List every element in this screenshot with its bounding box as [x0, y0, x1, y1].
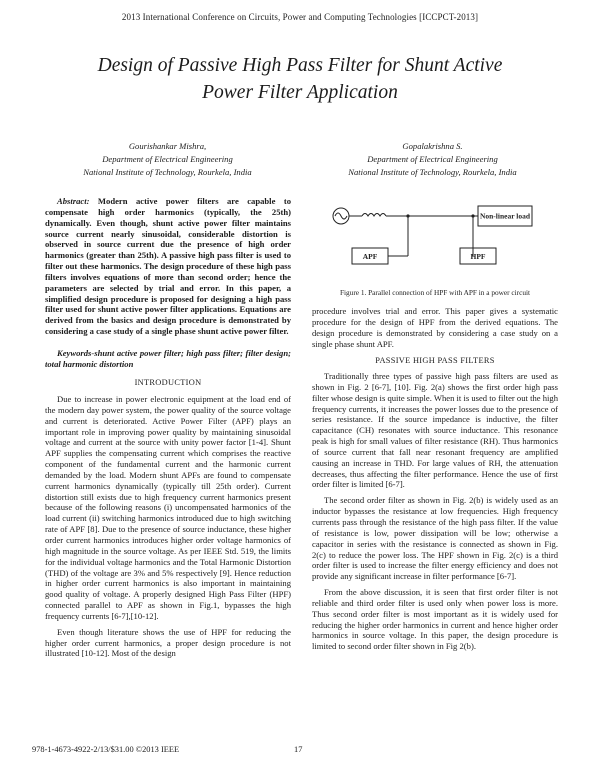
page-number: 17	[294, 745, 303, 754]
nonlinear-load-label: Non-linear load	[479, 211, 531, 221]
section-heading-introduction: INTRODUCTION	[134, 378, 202, 387]
footer-isbn: 978-1-4673-4922-2/13/$31.00 ©2013 IEEE	[32, 745, 180, 754]
author-dept: Department of Electrical Engineering	[367, 154, 498, 164]
abstract	[45, 196, 291, 337]
introduction-body	[45, 394, 291, 659]
author-inst: National Institute of Technology, Rourkela, India	[83, 167, 252, 177]
paragraph: procedure involves trial and error. This paper gives a systematic procedure for the design of HPF from the derived equations. The design procedure is demonstrated by considering a case study on a single phase shunt APF.	[312, 306, 558, 349]
keywords: Keywords-shunt active power filter; high pass filter; filter design; total harmonic distortion	[45, 348, 291, 369]
author-inst: National Institute of Technology, Rourkela, India	[348, 167, 517, 177]
author-name: Gopalakrishna S.	[402, 141, 463, 151]
passive-hpf-body	[312, 371, 558, 652]
paragraph: Traditionally three types of passive high pass filters are used as shown in Fig. 2 [6-7], [10]. Fig. 2(a) shows the first order high pass filter whose design is quite simple. When it is used to filter out the high frequency currents, it increases the power losses due to the presence of series resistance. If the source impedance is inductive, the filter capacitance (CH) resonates with source inductance. This resonance peak is high for small values of filter resistance (RH). Thus harmonics of source current that fall near resonant frequency are amplified causing an increase in THD. For large values of RH, the attenuation decreases, thus affecting the filter performance. Hence the use of first order filter is limited [6-7].	[312, 371, 558, 490]
paragraph: Even though literature shows the use of HPF for reducing the higher order current harmonics, a proper design procedure is not illustrated [10-12]. Most of the design	[45, 626, 291, 659]
apf-label: APF	[362, 252, 378, 261]
paragraph: The second order filter as shown in Fig. 2(b) is widely used as an inductor bypasses the resistance at low frequencies. High frequency currents pass through the resistance of the high pass filter. If the value of resistance is low, power dissipation will be low; otherwise a capacitor in series with the resistance is connected as shown in Fig. 2(c) to reduce the power loss. The HPF shown in Fig. 2(c) is a third order filter is used to increase the filter energy efficiency and does not provide any significant increase in filter performance [6-7].	[312, 495, 558, 582]
source-inductor-icon	[362, 214, 386, 217]
author-dept: Department of Electrical Engineering	[102, 154, 233, 164]
title-line-1: Design of Passive High Pass Filter for Shunt Active	[97, 55, 503, 76]
author-block-1	[40, 140, 295, 179]
abstract-text: Modern active power filters are capable to compensate high order harmonics (typically, the 25th) dynamically. Even though, shunt active power filter maintains source current nearly sinusoidal, considerable distortion is observed in source current due the presence of high order harmonics (greater than 25th). A passive high pass filter is used to filter out these harmonics. The design procedure of these high pass filters involves equations of more than second order; hence the parameters are selected by trial and error. In this paper, a simplified design procedure is proposed for designing a high pass filter used for shunt active power filter applications. Equations are derived from the basics and design procedure is demonstrated by considering a case study of a single phase shunt active power filter.	[45, 196, 291, 337]
conference-header: 2013 International Conference on Circuits, Power and Computing Technologies [ICCPCT-2013]	[121, 12, 479, 22]
figure-1-caption: Figure 1. Parallel connection of HPF with APF in a power circuit	[339, 288, 531, 297]
figure-1-circuit-diagram	[312, 196, 558, 282]
section-heading-passive-hpf: PASSIVE HIGH PASS FILTERS	[375, 356, 495, 365]
abstract-label: Abstract:	[57, 196, 90, 206]
hpf-label: HPF	[470, 252, 486, 261]
ac-source-icon	[333, 208, 349, 224]
paragraph: From the above discussion, it is seen that first order filter is not reliable and third order filter is used only when power loss is more. Thus second order filter is most important as it is widely used for reducing the higher order harmonics in current and hence higher order harmonics in source voltage. In this paper, the design procedure is limited to second order filter shown in Fig 2(b).	[312, 587, 558, 652]
author-block-2	[305, 140, 560, 179]
paragraph: Due to increase in power electronic equipment at the load end of the modern day power system, the power quality of the source voltage and current is deteriorated. Active Power Filter (APF) plays an important role in improving power quality by maintaining sinusoidal voltage and current at the source with unity power factor [1-4]. Shunt APF supplies the compensating current which comprises the reactive component of the fundamental current and the harmonic current demanded by the load. Modern shunt APFs are found to compensate current harmonics dynamically (typically till 25th order). Current distortion still exists due to high frequency current harmonics present because of the following reasons (i) uncompensated harmonics of the load current (ii) switching harmonics introduced due to high switching rate of APF [8]. Due to the presence of source inductance, these higher order current harmonics introduces higher order voltage harmonics of high magnitude in the source voltage. As per IEEE Std. 519, the limits for the individual voltage harmonics and the Total Harmonic Distortion (THD) of the voltage are 3% and 5% respectively [9]. Hence reduction in higher order current harmonics is also important in maintaining good quality of voltage. A properly designed High Pass Filter (HPF) connected parallel to APF as shown in Fig.1, bypasses the high frequency currents [6-7],[10-12].	[45, 394, 291, 621]
right-column-continuation	[312, 306, 558, 349]
title-line-2: Power Filter Application	[202, 82, 398, 103]
author-name: Gourishankar Mishra,	[128, 141, 207, 151]
paper-title	[30, 52, 570, 106]
